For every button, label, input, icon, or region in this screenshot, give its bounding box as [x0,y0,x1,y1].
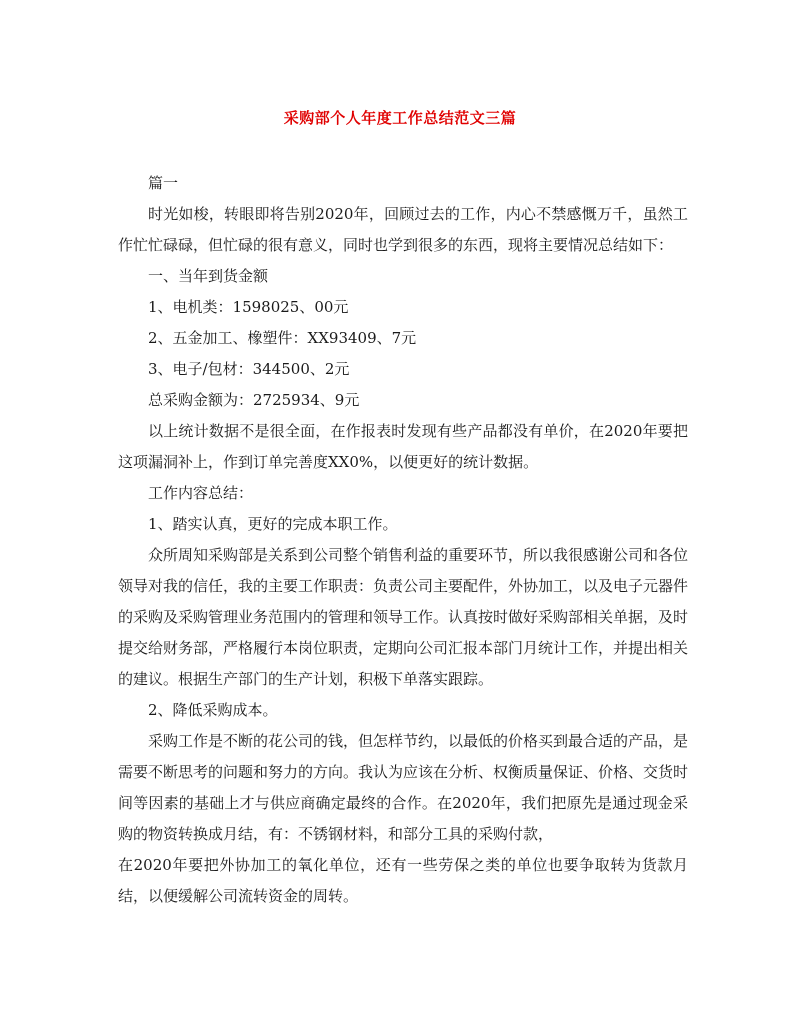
paragraph: 以上统计数据不是很全面，在作报表时发现有些产品都没有单价，在2020年要把这项漏洞补上，作到订单完善度XX0%，以便更好的统计数据。 [118,422,688,471]
paragraph: 篇一 [148,174,179,192]
paragraph: 时光如梭，转眼即将告别2020年，回顾过去的工作，内心不禁感慨万千，虽然工作忙忙碌碌，但忙碌的很有意义，同时也学到很多的东西，现将主要情况总结如下： [118,205,688,254]
document-body [118,168,688,912]
paragraph: 总采购金额为：2725934、9元 [148,391,360,409]
paragraph: 2、五金加工、橡塑件：XX93409、7元 [148,329,417,347]
paragraph: 众所周知采购部是关系到公司整个销售利益的重要环节，所以我很感谢公司和各位领导对我的信任，我的主要工作职责：负责公司主要配件，外协加工，以及电子元器件的采购及采购管理业务范围内的管理和领导工作。认真按时做好采购部相关单据，及时提交给财务部，严格履行本岗位职责，定期向公司汇报本部门月统计工作，并提出相关的建议。根据生产部门的生产计划，积极下单落实跟踪。 [118,546,689,688]
document-title: 采购部个人年度工作总结范文三篇 [283,109,517,127]
paragraph: 采购工作是不断的花公司的钱，但怎样节约，以最低的价格买到最合适的产品，是需要不断思考的问题和努力的方向。我认为应该在分析、权衡质量保证、价格、交货时间等因素的基础上才与供应商确定最终的合作。在2020年，我们把原先是通过现金采购的物资转换成月结，有：不锈钢材料，和部分工具的采购付款， [118,732,689,843]
paragraph: 1、电机类：1598025、00元 [148,298,349,316]
paragraph: 在2020年要把外协加工的氧化单位，还有一些劳保之类的单位也要争取转为货款月结，以便缓解公司流转资金的周转。 [118,856,688,905]
paragraph: 工作内容总结： [148,484,254,502]
paragraph: 一、当年到货金额 [148,267,269,285]
paragraph: 3、电子/包材：344500、2元 [148,360,350,378]
paragraph: 2、降低采购成本。 [148,701,278,719]
paragraph: 1、踏实认真，更好的完成本职工作。 [148,515,398,533]
